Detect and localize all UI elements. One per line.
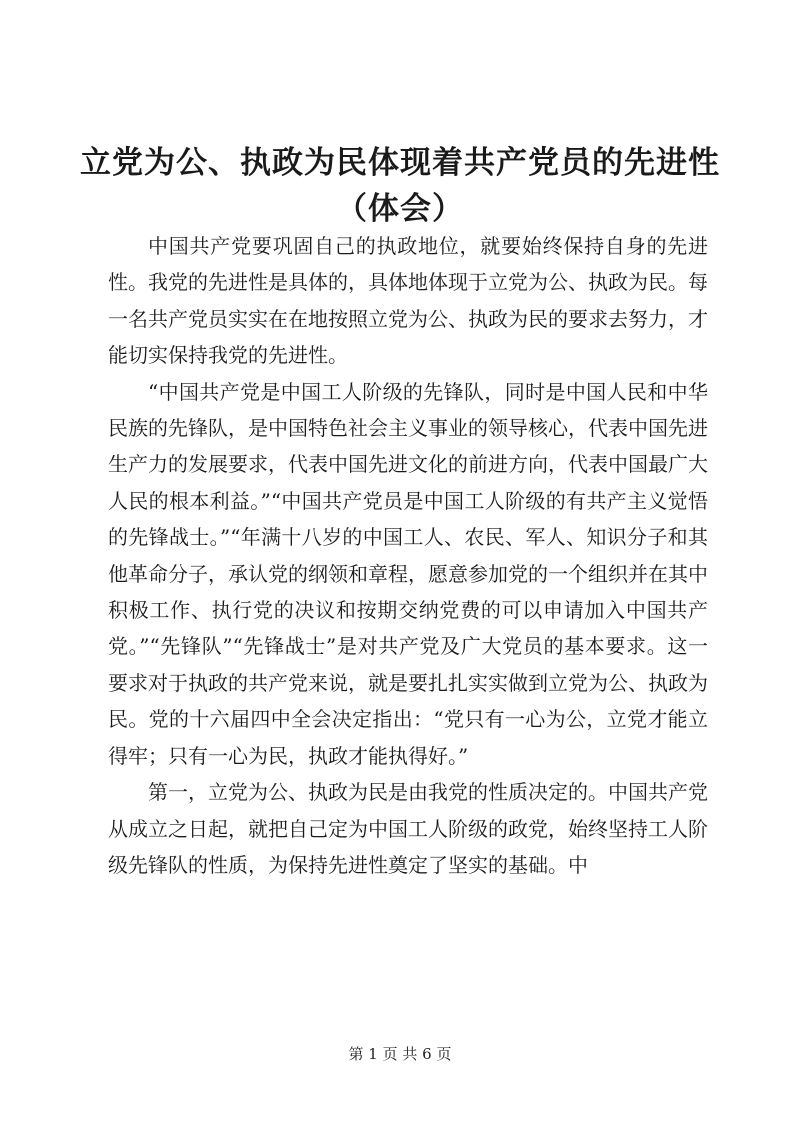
paragraph-1: 中国共产党要巩固自己的执政地位，就要始终保持自身的先进性。我党的先进性是具体的，具体地体现于立党为公、执政为民。每一名共产党员实实在在地按照立党为公、执政为民的要求去努力，才能切实保持我党的先进性。 xyxy=(108,234,708,368)
title-line-2: （体会） xyxy=(336,191,464,227)
paragraph-3: 第一，立党为公、执政为民是由我党的性质决定的。中国共产党从成立之日起，就把自己定为中国工人阶级的政党，始终坚持工人阶级先锋队的性质，为保持先进性奠定了坚实的基础。中 xyxy=(108,780,708,877)
document-body xyxy=(108,228,708,883)
title-line-1: 立党为公、执政为民体现着共产党员的先进性 xyxy=(80,145,720,181)
paragraph-2: “中国共产党是中国工人阶级的先锋队，同时是中国人民和中华民族的先锋队，是中国特色社会主义事业的领导核心，代表中国先进生产力的发展要求，代表中国先进文化的前进方向，代表中国最广大人民的根本利益。”“中国共产党员是中国工人阶级的有共产主义觉悟的先锋战士。”“年满十八岁的中国工人、农民、军人、知识分子和其他革命分子，承认党的纲领和章程，愿意参加党的一个组织并在其中积极工作、执行党的决议和按期交纳党费的可以申请加入中国共产党。”“先锋队”“先锋战士”是对共产党及广大党员的基本要求。这一要求对于执政的共产党来说，就是要扎扎实实做到立党为公、执政为民。党的十六届四中全会决定指出：“党只有一心为公，立党才能立得牢；只有一心为民，执政才能执得好。” xyxy=(108,379,708,768)
page-indicator: 第 1 页 共 6 页 xyxy=(348,1045,452,1063)
page-footer xyxy=(0,1044,800,1064)
document-title xyxy=(80,140,720,232)
